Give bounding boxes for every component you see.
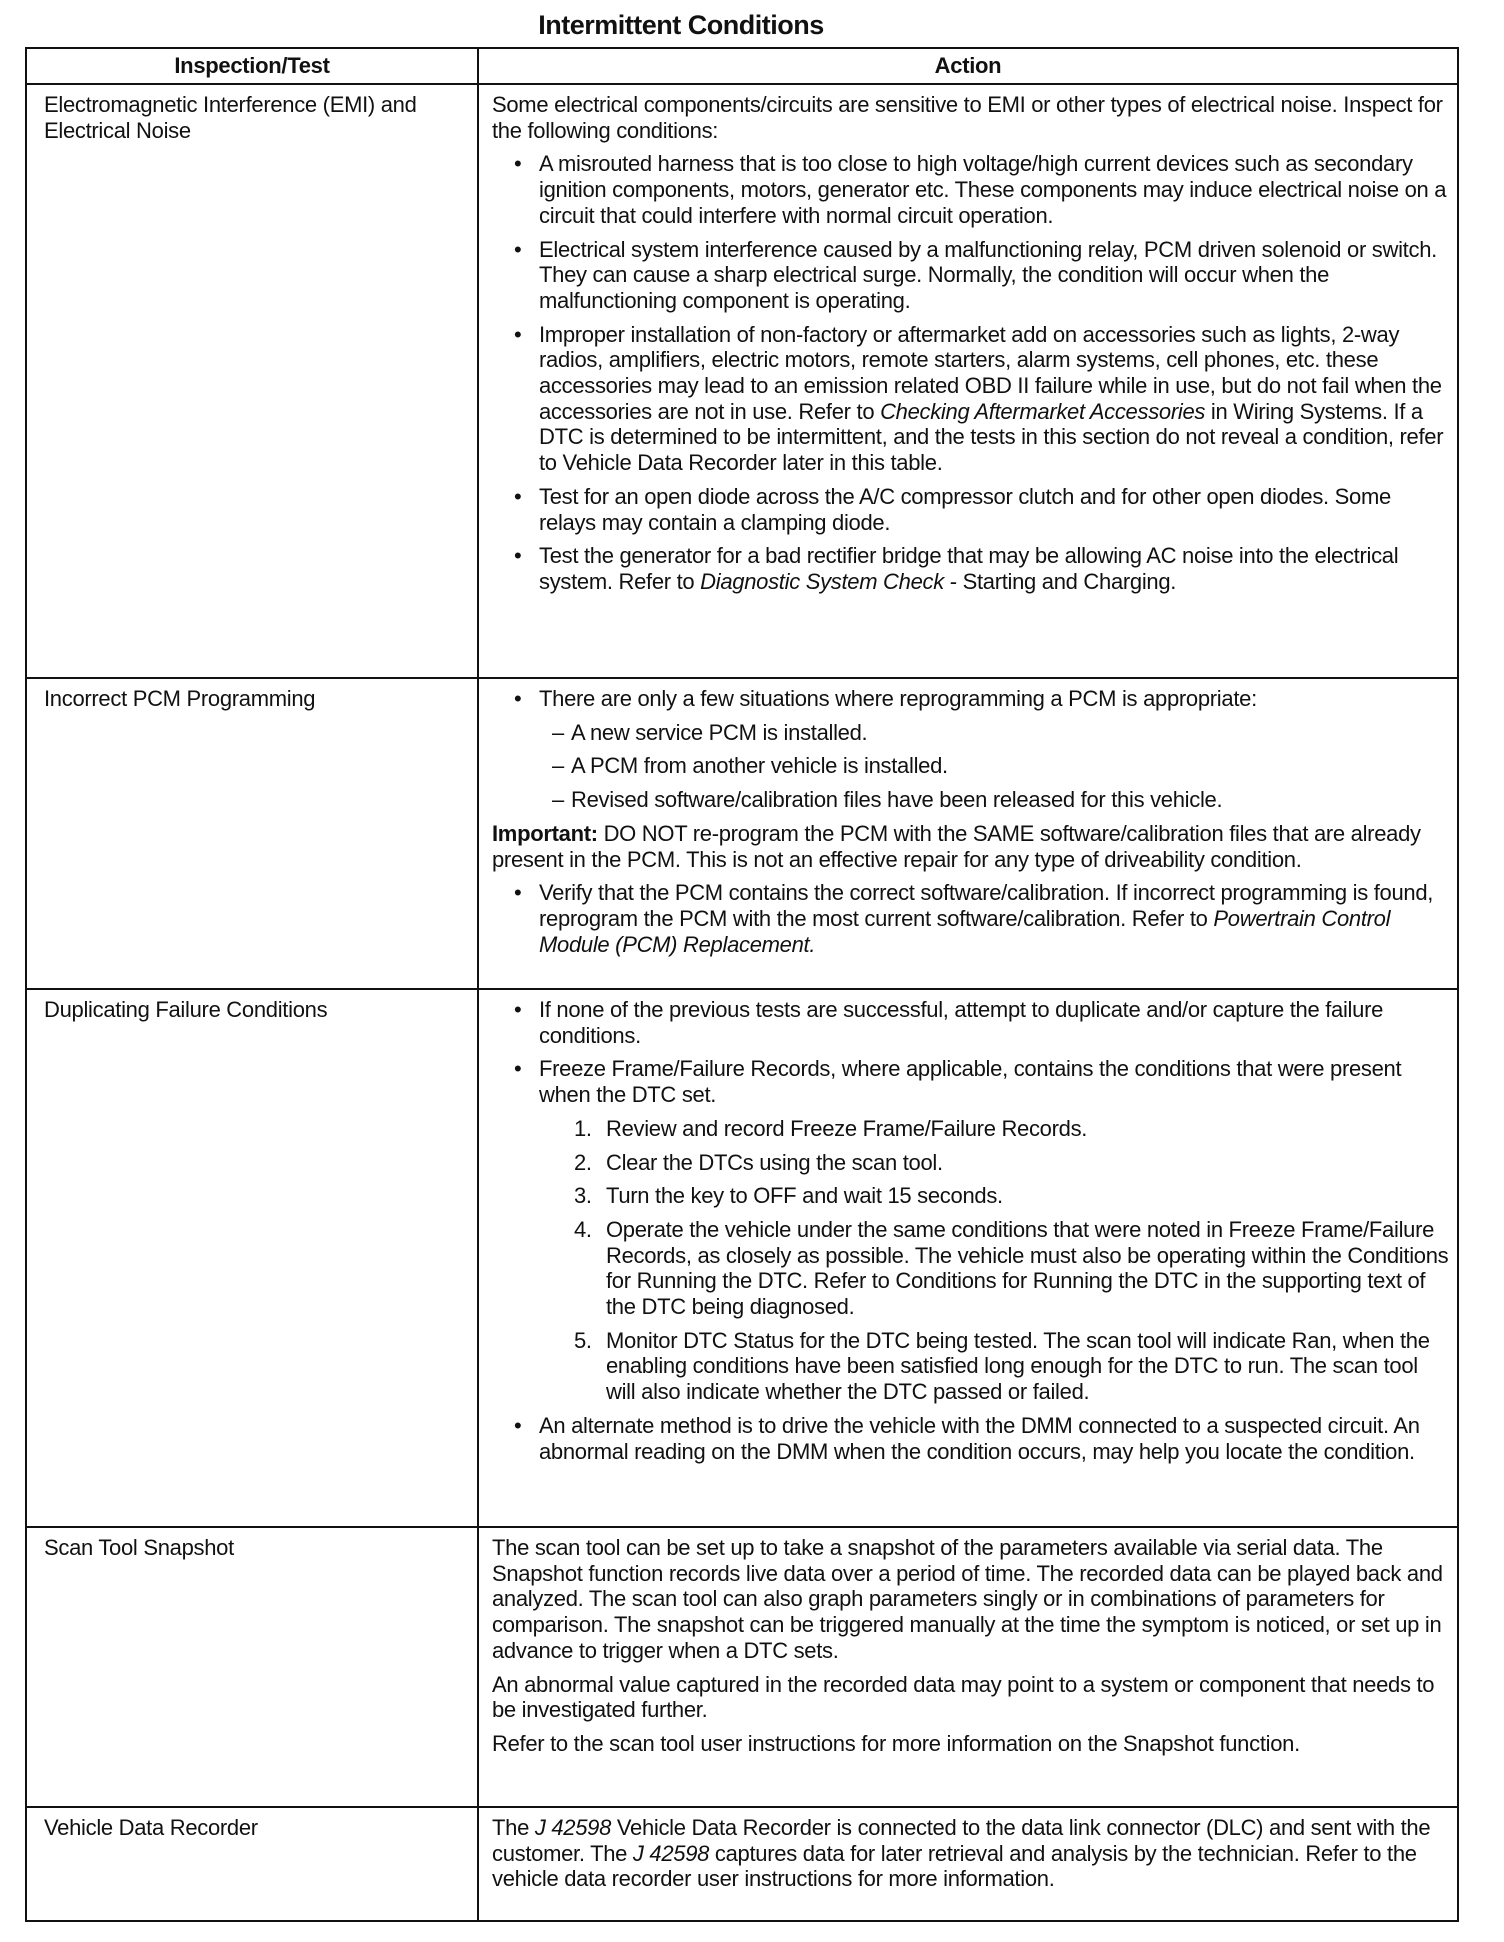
paragraph: [492, 1815, 1449, 1892]
action-cell: [478, 989, 1458, 1527]
table-row: [26, 84, 1458, 678]
text: Test for an open diode across the A/C compressor clutch and for other open diodes. Some relays may contain a clamping diode.: [539, 483, 1391, 535]
text: A new service PCM is installed.: [571, 719, 868, 745]
bullet-item: [492, 880, 1449, 957]
action-cell: [478, 1527, 1458, 1807]
numbered-step: [492, 1328, 1449, 1405]
bullet-item: [492, 484, 1449, 535]
text: If none of the previous tests are successful, attempt to duplicate and/or capture the failure conditions.: [539, 997, 1384, 1048]
step-number: 4.: [574, 1216, 592, 1242]
text: Revised software/calibration files have been released for this vehicle.: [571, 787, 1223, 813]
dash-item: [492, 787, 1449, 813]
text: Turn the key to OFF and wait 15 seconds.: [606, 1183, 1003, 1209]
numbered-step: [492, 1116, 1449, 1142]
page-title: Intermittent Conditions: [538, 10, 824, 40]
text: Freeze Frame/Failure Records, where applicable, contains the conditions that were present when the DTC set.: [539, 1056, 1402, 1108]
bullet-item: [492, 1056, 1449, 1107]
text: Some electrical components/circuits are sensitive to EMI or other types of electrical noise. Inspect for the following conditions:: [492, 92, 1443, 143]
bullet-item: [492, 686, 1449, 712]
table-row: [26, 678, 1458, 989]
text: Review and record Freeze Frame/Failure Records.: [606, 1115, 1088, 1141]
intermittent-conditions-table: [25, 47, 1459, 1922]
table-row: [26, 989, 1458, 1527]
bullet-item: [492, 151, 1449, 228]
inspection-test-cell: Electromagnetic Interference (EMI) and Electrical Noise: [26, 84, 478, 678]
step-number: 2.: [574, 1149, 592, 1175]
header-action: Action: [478, 48, 1458, 84]
italic-reference: Diagnostic System Check: [700, 568, 944, 594]
table-row: [26, 1527, 1458, 1807]
text: There are only a few situations where reprogramming a PCM is appropriate:: [539, 686, 1257, 711]
text: The scan tool can be set up to take a snapshot of the parameters available via serial data. The Snapshot function records live data over a period of time. The recorded data can be played back and analyzed. The scan tool can also graph parameters singly or in combinations of parameters for comparison. The snapshot can be triggered manually at the time the symptom is noticed, or set up in advance to trigger when a DTC sets.: [492, 1535, 1443, 1663]
text: in Wiring Systems. If a DTC is determined to be intermittent, and the tests in this section do not reveal a condition, refer to Vehicle Data Recorder later in this table.: [539, 398, 1444, 476]
text: Test the generator for a bad rectifier bridge that may be allowing AC noise into the electrical system. Refer to: [539, 543, 1399, 594]
dash-item: [492, 720, 1449, 746]
step-number: 5.: [574, 1327, 592, 1353]
bold-label: Important:: [492, 820, 598, 846]
bullet-item: [492, 1413, 1449, 1464]
text: captures data for later retrieval and analysis by the technician. Refer to the vehicle data recorder user instructions for more information.: [492, 1840, 1417, 1892]
text: DO NOT re-program the PCM with the SAME software/calibration files that are already present in the PCM. This is not an effective repair for any type of driveability condition.: [492, 820, 1421, 872]
dash-item: [492, 753, 1449, 779]
inspection-test-cell: Incorrect PCM Programming: [26, 678, 478, 989]
text: Verify that the PCM contains the correct software/calibration. If incorrect programming is found, reprogram the PCM with the most current software/calibration. Refer to: [539, 880, 1434, 931]
text: A PCM from another vehicle is installed.: [571, 753, 948, 779]
italic-reference: J 42598: [632, 1840, 710, 1866]
text: An abnormal value captured in the recorded data may point to a system or component that needs to be investigated further.: [492, 1671, 1435, 1723]
paragraph: [492, 1535, 1449, 1664]
action-cell: [478, 84, 1458, 678]
inspection-test-cell: Scan Tool Snapshot: [26, 1527, 478, 1807]
inspection-test-cell: Duplicating Failure Conditions: [26, 989, 478, 1527]
paragraph: [492, 821, 1449, 872]
text: Clear the DTCs using the scan tool.: [606, 1149, 943, 1175]
paragraph: [492, 1672, 1449, 1723]
numbered-step: [492, 1183, 1449, 1209]
text: Electrical system interference caused by a malfunctioning relay, PCM driven solenoid or switch. They can cause a sharp electrical surge. Normally, the condition will occur when the malfunctioning component is operating.: [539, 236, 1437, 313]
text: Improper installation of non-factory or aftermarket add on accessories such as lights, 2-way radios, amplifiers, electric motors, remote starters, alarm systems, cell phones, etc. these accessories may lead to an emission related OBD II failure while in use, but do not fail when the accessories are not in use. Refer to: [539, 321, 1442, 424]
step-number: 1.: [574, 1115, 592, 1141]
bullet-item: [492, 997, 1449, 1048]
text: Monitor DTC Status for the DTC being tested. The scan tool will indicate Ran, when the enabling conditions have been satisfied long enough for the DTC to run. The scan tool will also indicate whether the DTC passed or failed.: [606, 1327, 1430, 1405]
text: Operate the vehicle under the same conditions that were noted in Freeze Frame/Failure Records, as closely as possible. The vehicle must also be operating within the Conditions for Running the DTC. Refer to Conditions for Running the DTC in the supporting text of the DTC being diagnosed.: [606, 1216, 1449, 1320]
action-cell: [478, 1807, 1458, 1921]
numbered-step: [492, 1217, 1449, 1320]
italic-reference: Powertrain Control Module (PCM) Replacement.: [539, 905, 1391, 957]
table-row: [26, 1807, 1458, 1921]
step-number: 3.: [574, 1183, 592, 1209]
action-cell: [478, 678, 1458, 989]
numbered-step: [492, 1150, 1449, 1176]
header-inspection-test: Inspection/Test: [26, 48, 478, 84]
inspection-test-cell: Vehicle Data Recorder: [26, 1807, 478, 1921]
text: - Starting and Charging.: [943, 568, 1177, 594]
bullet-item: [492, 322, 1449, 476]
bullet-item: [492, 543, 1449, 594]
text: An alternate method is to drive the vehicle with the DMM connected to a suspected circuit. An abnormal reading on the DMM when the condition occurs, may help you locate the condition.: [539, 1412, 1420, 1464]
text: Vehicle Data Recorder is connected to the data link connector (DLC) and sent with the customer. The: [492, 1815, 1431, 1866]
paragraph: [492, 92, 1449, 143]
header-row: [26, 48, 1458, 84]
text: A misrouted harness that is too close to high voltage/high current devices such as secondary ignition components, motors, generator etc. These components may induce electrical noise on a circuit that could interfere with normal circuit operation.: [539, 151, 1447, 228]
italic-reference: J 42598: [534, 1815, 612, 1840]
text: Refer to the scan tool user instructions for more information on the Snapshot function.: [492, 1730, 1300, 1756]
bullet-item: [492, 237, 1449, 314]
italic-reference: Checking Aftermarket Accessories: [880, 398, 1206, 424]
paragraph: [492, 1731, 1449, 1757]
text: The: [492, 1815, 535, 1840]
